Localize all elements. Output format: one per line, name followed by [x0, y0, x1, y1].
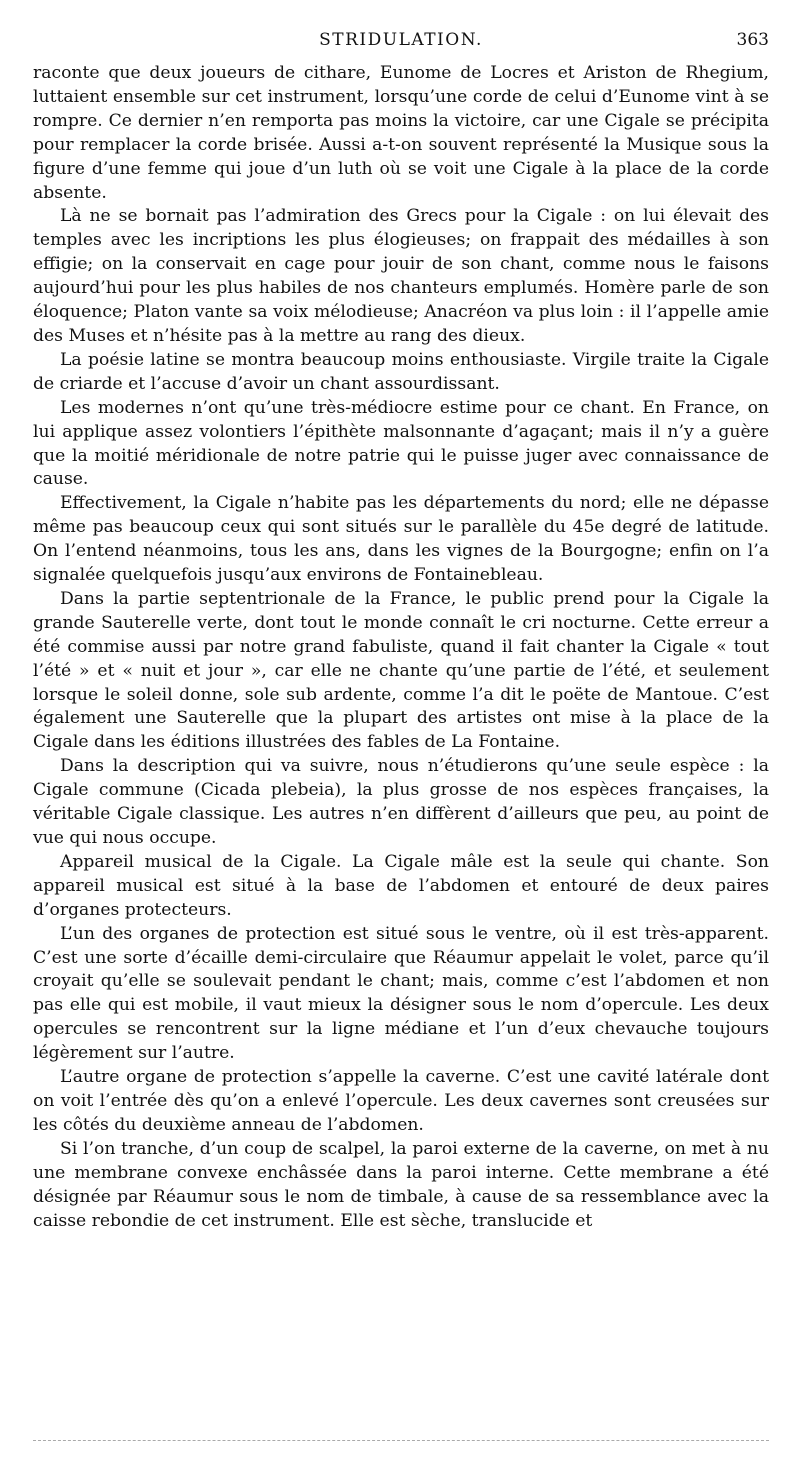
- book-page: [33, 26, 769, 1233]
- page-header: [33, 26, 769, 62]
- running-title: STRIDULATION.: [319, 30, 483, 50]
- paragraph-9: L’un des organes de protection est situé sous le ventre, où il est très-apparent. C’est une sorte d’écaille demi-circulaire que Réaumur appelait le volet, parce qu’il croyait qu’elle se soulevait pendant le chant; mais, comme c’est l’abdomen et non pas elle qui est mobile, il vaut mieux la désigner sous le nom d’opercule. Les deux opercules se rencontrent sur la ligne médiane et l’un d’eux chevauche toujours légèrement sur l’autre.: [33, 923, 769, 1064]
- paragraph-8: Appareil musical de la Cigale. La Cigale mâle est la seule qui chante. Son appareil musical est situé à la base de l’abdomen et entouré de deux paires d’organes protecteurs.: [33, 851, 769, 920]
- paragraph-4: Les modernes n’ont qu’une très-médiocre estime pour ce chant. En France, on lui applique assez volontiers l’épithète malsonnante d’agaçant; mais il n’y a guère que la moitié méridionale de notre patrie qui le puisse juger avec connaissance de cause.: [33, 397, 769, 490]
- paragraph-5: Effectivement, la Cigale n’habite pas les départements du nord; elle ne dépasse même pas beaucoup ceux qui sont situés sur le parallèle du 45e degré de latitude. On l’entend néanmoins, tous les ans, dans les vignes de la Bourgogne; enfin on l’a signalée quelquefois jusqu’aux environs de Fontainebleau.: [33, 493, 769, 586]
- paragraph-3: La poésie latine se montra beaucoup moins enthousiaste. Virgile traite la Cigale de criarde et l’accuse d’avoir un chant assourdissant.: [33, 349, 769, 394]
- paragraph-11: Si l’on tranche, d’un coup de scalpel, la paroi externe de la caverne, on met à nu une membrane convexe enchâssée dans la paroi interne. Cette membrane a été désignée par Réaumur sous le nom de timbale, à cause de sa ressemblance avec la caisse rebondie de cet instrument. Elle est sèche, translucide et: [33, 1138, 769, 1231]
- paragraph-10: L’autre organe de protection s’appelle la caverne. C’est une cavité latérale dont on voit l’entrée dès qu’on a enlevé l’opercule. Les deux cavernes sont creusées sur les côtés du deuxième anneau de l’abdomen.: [33, 1067, 769, 1135]
- paragraph-7: Dans la description qui va suivre, nous n’étudierons qu’une seule espèce : la Cigale commune (Cicada plebeia), la plus grosse de nos espèces françaises, la véritable Cigale classique. Les autres n’en diffèrent d’ailleurs que peu, au point de vue qui nous occupe.: [33, 756, 769, 848]
- body-text: [33, 62, 769, 1233]
- paragraph-1: raconte que deux joueurs de cithare, Eunome de Locres et Ariston de Rhegium, luttaient ensemble sur cet instrument, lorsqu’une corde de celui d’Eunome vint à se rompre. Ce dernier n’en remporta pas moins la victoire, car une Cigale se précipita pour remplacer la corde brisée. Aussi a-t-on souvent représenté la Musique sous la figure d’une femme qui joue d’un luth où se voit une Cigale à la place de la corde absente.: [33, 63, 769, 203]
- paragraph-6: Dans la partie septentrionale de la France, le public prend pour la Cigale la grande Sauterelle verte, dont tout le monde connaît le cri nocturne. Cette erreur a été commise aussi par notre grand fabuliste, quand il fait chanter la Cigale « tout l’été » et « nuit et jour », car elle ne chante qu’une partie de l’été, et seulement lorsque le soleil donne, sole sub ardente, comme l’a dit le poëte de Mantoue. C’est également une Sauterelle que la plupart des artistes ont mise à la place de la Cigale dans les éditions illustrées des fables de La Fontaine.: [33, 588, 769, 753]
- bottom-scan-line: [33, 1440, 769, 1441]
- page-number: 363: [736, 30, 769, 50]
- paragraph-2: Là ne se bornait pas l’admiration des Grecs pour la Cigale : on lui élevait des temples avec les incriptions les plus élogieuses; on frappait des médailles à son effigie; on la conservait en cage pour jouir de son chant, comme nous le faisons aujourd’hui pour les plus habiles de nos chanteurs emplumés. Homère parle de son éloquence; Platon vante sa voix mélodieuse; Anacréon va plus loin : il l’appelle amie des Muses et n’hésite pas à la mettre au rang des dieux.: [33, 206, 769, 346]
